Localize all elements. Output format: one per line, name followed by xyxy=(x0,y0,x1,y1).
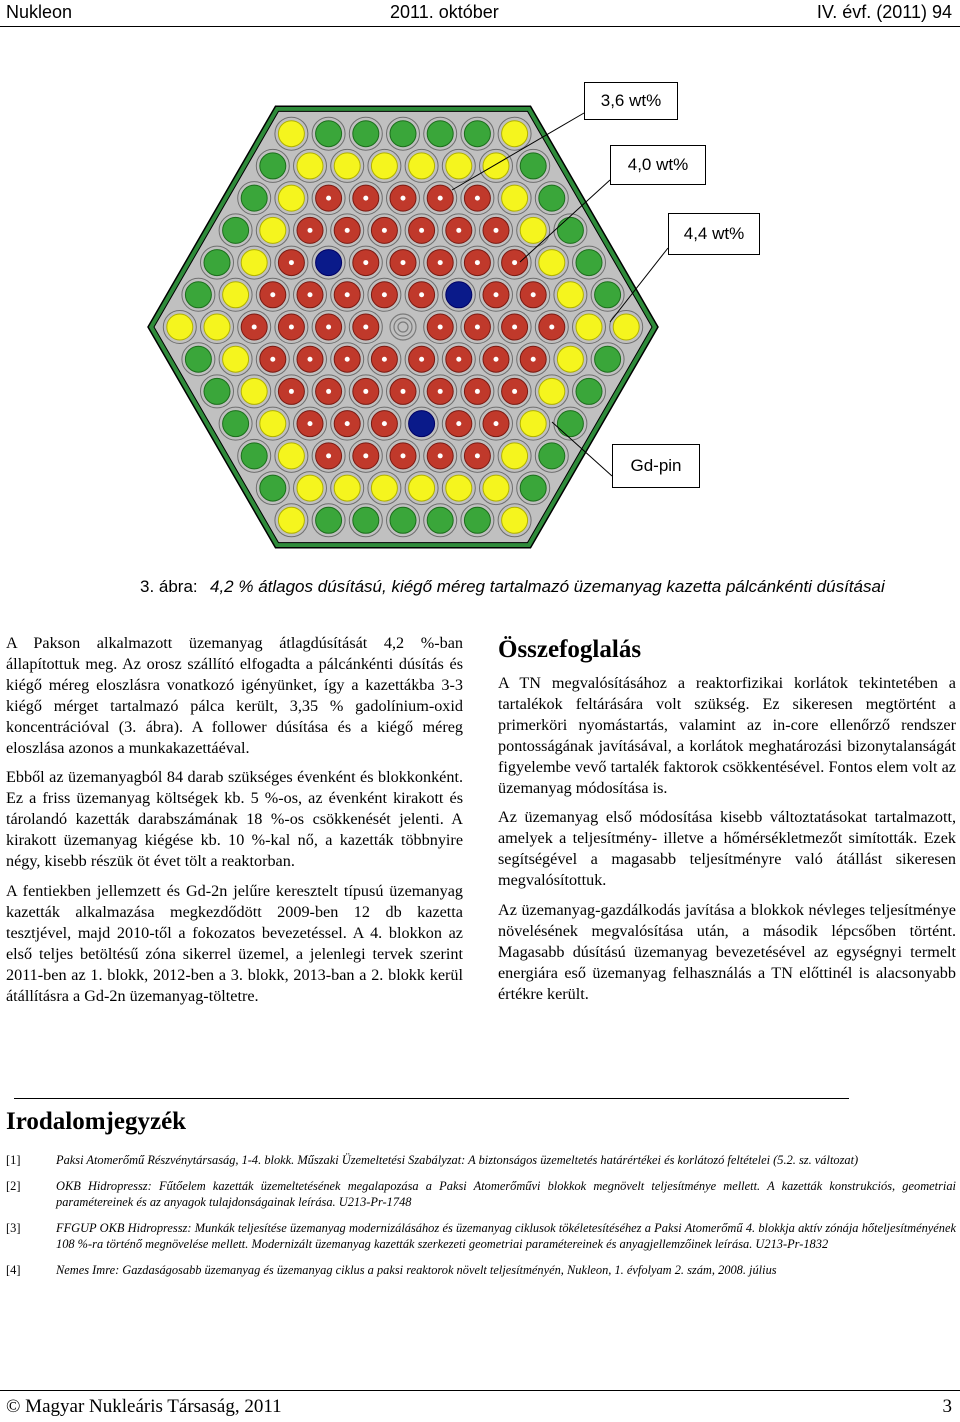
reference-number: [3] xyxy=(6,1221,21,1235)
paragraph: Ebből az üzemanyagból 84 darab szükséges évenként és blokkonként. Ez a friss üzemanyag költségek kb. 5 %-os, az évenként kirakott és tárolandó kazetták darabszámának 18 %-os csökkenését jelenti. A kirakott üzemanyag kiégése kb. 10 %-kal nő, a kazetták többnyire négy, kisebb részük öt évet tölt a reaktorban. xyxy=(6,768,463,871)
paragraph: Az üzemanyag első módosítása kisebb változtatásokat tartalmazott, amelyek a teljesítmény- illetve a hőmérsékletmezőt simították. Ezek segítségével a magasabb teljesítményre való átállást sikeresen megvalósítottuk. xyxy=(498,808,956,890)
caption-text: 4,2 % átlagos dúsítású, kiégő méreg tartalmazó üzemanyag kazetta pálcánkénti dúsításai xyxy=(210,577,885,596)
pin-low-enrichment xyxy=(480,149,513,182)
pin-low-enrichment xyxy=(498,182,531,215)
pin-low-enrichment xyxy=(163,311,196,344)
pin-low-enrichment xyxy=(368,472,401,505)
pin-low-enrichment xyxy=(498,439,531,472)
pin-low-enrichment xyxy=(294,149,327,182)
issue-date: 2011. október xyxy=(390,2,499,22)
pin-high-enrichment xyxy=(368,278,401,311)
pin-high-enrichment xyxy=(368,407,401,440)
pin-high-enrichment xyxy=(312,311,345,344)
pin-high-enrichment xyxy=(275,375,308,408)
paragraph: Az üzemanyag-gazdálkodás javítása a blokkok névleges teljesítménye növelésének megvalósítása után, a második lépcsőben történt. Magasabb dúsítású üzemanyag bevezetésével az egységnyi termelt energiára eső üzemanyag felhasználás a TN előttinél is alacsonyabb értékre került. xyxy=(498,901,956,1003)
pin-high-enrichment xyxy=(461,375,494,408)
pin-edge-enrichment xyxy=(349,504,382,537)
pin-high-enrichment xyxy=(294,214,327,247)
reference-item xyxy=(6,1152,956,1168)
reference-list xyxy=(6,1152,956,1288)
callout-4-4-wt: 4,4 wt% xyxy=(668,213,760,255)
pin-high-enrichment xyxy=(480,407,513,440)
pin-low-enrichment xyxy=(275,182,308,215)
pin-low-enrichment xyxy=(238,375,271,408)
page-number: 3 xyxy=(942,1396,952,1417)
pin-high-enrichment xyxy=(312,439,345,472)
pin-high-enrichment xyxy=(331,343,364,376)
pin-high-enrichment xyxy=(275,311,308,344)
pin-high-enrichment xyxy=(405,278,438,311)
footer-divider xyxy=(0,1390,960,1391)
pin-high-enrichment xyxy=(294,407,327,440)
pin-edge-enrichment xyxy=(238,182,271,215)
pin-high-enrichment xyxy=(349,311,382,344)
pin-edge-enrichment xyxy=(554,214,587,247)
pin-high-enrichment xyxy=(535,311,568,344)
pin-high-enrichment xyxy=(517,278,550,311)
pin-edge-enrichment xyxy=(256,472,289,505)
pin-low-enrichment xyxy=(535,375,568,408)
pin-edge-enrichment xyxy=(182,278,215,311)
reference-number: [2] xyxy=(6,1179,21,1193)
pin-high-enrichment xyxy=(238,311,271,344)
gd-pin xyxy=(405,407,438,440)
pin-high-enrichment xyxy=(424,311,457,344)
pin-low-enrichment xyxy=(554,278,587,311)
paragraph: A TN megvalósításához a reaktorfizikai korlátok tekintetében a tartalékok feltárására volt szükség. Ez sikeresen megtörtént a primerköri nyomástartás, valamint az in-core ellenőrző rendszer pontosságának javításával, a korlátok meghatározási bizonytalanságát figyelembe vevő tartalék faktorok csökkentésével. Fontos elem volt az üzemanyag módosítása is. xyxy=(498,674,956,797)
pin-low-enrichment xyxy=(573,311,606,344)
pin-edge-enrichment xyxy=(535,439,568,472)
pin-low-enrichment xyxy=(219,343,252,376)
pin-high-enrichment xyxy=(349,182,382,215)
pin-edge-enrichment xyxy=(256,149,289,182)
pin-edge-enrichment xyxy=(387,504,420,537)
pin-high-enrichment xyxy=(424,375,457,408)
pin-edge-enrichment xyxy=(238,439,271,472)
pin-high-enrichment xyxy=(461,182,494,215)
reference-text: Nemes Imre: Gazdaságosabb üzemanyag és üzemanyag ciklus a paksi reaktorok növelt teljesítményén, Nukleon, 1. évfolyam 2. szám, 2008. július xyxy=(56,1263,777,1277)
pin-low-enrichment xyxy=(275,504,308,537)
pin-edge-enrichment xyxy=(554,407,587,440)
pin-edge-enrichment xyxy=(517,149,550,182)
pin-high-enrichment xyxy=(405,343,438,376)
reference-text: Paksi Atomerőmű Részvénytársaság, 1-4. blokk. Műszaki Üzemeltetési Szabályzat: A biztonságos üzemeltetés határértékei és korlátozó feltételei (5.2. sz. változat) xyxy=(56,1153,859,1167)
pin-low-enrichment xyxy=(554,343,587,376)
pin-edge-enrichment xyxy=(517,472,550,505)
pin-edge-enrichment xyxy=(461,117,494,150)
reference-text: FFGUP OKB Hidropressz: Munkák teljesítése üzemanyag modernizálásához és üzemanyag ciklusok tökéletesítéséhez a Paksi Atomerőmű 4. blokkja aktív zónája hőteljesítményének 108 %-ra történő megnövelése mellett. Modernizált üzemanyag kazetták szerkezeti geometriai paramétereinek és anyagjellemzőinek leírása. U213-Pr-1832 xyxy=(56,1221,956,1251)
pin-low-enrichment xyxy=(294,472,327,505)
pin-edge-enrichment xyxy=(461,504,494,537)
pin-edge-enrichment xyxy=(182,343,215,376)
pin-high-enrichment xyxy=(442,214,475,247)
pin-edge-enrichment xyxy=(424,117,457,150)
pin-low-enrichment xyxy=(219,278,252,311)
pin-high-enrichment xyxy=(312,182,345,215)
pin-low-enrichment xyxy=(405,472,438,505)
fuel-assembly-diagram xyxy=(0,30,960,590)
pin-edge-enrichment xyxy=(591,278,624,311)
pin-high-enrichment xyxy=(256,278,289,311)
gd-pin xyxy=(442,278,475,311)
reference-item xyxy=(6,1178,956,1210)
pin-high-enrichment xyxy=(498,311,531,344)
pin-high-enrichment xyxy=(331,278,364,311)
pin-high-enrichment xyxy=(480,343,513,376)
pin-high-enrichment xyxy=(498,246,531,279)
summary-heading: Összefoglalás xyxy=(498,636,642,663)
references-heading: Irodalomjegyzék xyxy=(6,1108,187,1135)
pin-high-enrichment xyxy=(349,246,382,279)
pin-low-enrichment xyxy=(442,472,475,505)
pin-low-enrichment xyxy=(517,214,550,247)
pin-high-enrichment xyxy=(294,343,327,376)
pin-edge-enrichment xyxy=(573,375,606,408)
pin-low-enrichment xyxy=(201,311,234,344)
pin-edge-enrichment xyxy=(201,375,234,408)
pin-high-enrichment xyxy=(424,182,457,215)
pin-low-enrichment xyxy=(256,407,289,440)
reference-item xyxy=(6,1262,956,1278)
pin-edge-enrichment xyxy=(424,504,457,537)
pin-edge-enrichment xyxy=(219,407,252,440)
copyright-notice: © Magyar Nukleáris Társaság, 2011 xyxy=(6,1396,282,1417)
pin-low-enrichment xyxy=(498,504,531,537)
reference-item xyxy=(6,1220,956,1252)
pin-edge-enrichment xyxy=(349,117,382,150)
callout-3-6-wt: 3,6 wt% xyxy=(584,82,678,120)
journal-name: Nukleon xyxy=(6,2,73,22)
fuel-assembly-figure xyxy=(0,30,960,590)
pin-high-enrichment xyxy=(368,343,401,376)
paragraph: A fentiekben jellemzett és Gd-2n jelűre keresztelt típusú üzemanyag kazetták alkalmazása megkezdődött 2009-ben 12 db kazetta tesztjével, majd 2010-től a fokozatos bevezetéssel. A 4. blokkon az első teljes betöltésű zóna sikerrel üzemel, a jelenlegi tervek szerint 2011-ben az 1. blokk, 2012-ben a 3. blokk, 2013-ban a 2. blokk kerül átállításra a Gd-2n üzemanyag-töltetre. xyxy=(6,881,463,1005)
pin-high-enrichment xyxy=(387,182,420,215)
gd-pin xyxy=(312,246,345,279)
references-divider xyxy=(14,1098,849,1099)
pin-edge-enrichment xyxy=(312,504,345,537)
volume-info: IV. évf. (2011) 94 xyxy=(816,2,952,22)
pin-high-enrichment xyxy=(256,343,289,376)
pin-low-enrichment xyxy=(442,149,475,182)
caption-label: 3. ábra: xyxy=(140,577,198,596)
pin-low-enrichment xyxy=(517,407,550,440)
pin-high-enrichment xyxy=(461,439,494,472)
pin-edge-enrichment xyxy=(219,214,252,247)
pin-low-enrichment xyxy=(331,472,364,505)
pin-high-enrichment xyxy=(498,375,531,408)
right-column xyxy=(498,673,956,1014)
callout-gd-pin: Gd-pin xyxy=(612,444,700,488)
paragraph: A Pakson alkalmazott üzemanyag átlagdúsítását 4,2 %-ban állapítottuk meg. Az orosz szállító elfogadta a pálcánkénti dúsítás és kiégő méreg eloszlásra vonatkozó igényünket, így a kazettákba 3-3 kiégő mérget tartalmazó pálca került, 3,35 % gadolínium-oxid koncentrációval (3. ábra). A follower dúsítása és a kiégő méreg eloszlása azonos a munkakazettáéval. xyxy=(6,634,463,757)
pin-high-enrichment xyxy=(312,375,345,408)
pin-high-enrichment xyxy=(331,407,364,440)
pin-high-enrichment xyxy=(368,214,401,247)
pin-high-enrichment xyxy=(424,439,457,472)
pin-high-enrichment xyxy=(480,214,513,247)
pin-high-enrichment xyxy=(405,214,438,247)
pin-low-enrichment xyxy=(368,149,401,182)
reference-number: [1] xyxy=(6,1153,21,1167)
pin-high-enrichment xyxy=(387,246,420,279)
pin-high-enrichment xyxy=(517,343,550,376)
pin-high-enrichment xyxy=(331,214,364,247)
reference-text: OKB Hidropressz: Fűtőelem kazetták üzemeltetésének megalapozása a Paksi Atomerőművi blokkok megnövelt teljesítménye mellett. A kazetták konstrukciós, geometriai paramétereinek és az anyagok tulajdonságainak leírása. U213-Pr-1748 xyxy=(56,1179,956,1209)
pin-high-enrichment xyxy=(294,278,327,311)
pin-edge-enrichment xyxy=(312,117,345,150)
figure-caption xyxy=(140,577,885,597)
pin-edge-enrichment xyxy=(387,117,420,150)
pin-high-enrichment xyxy=(275,246,308,279)
pin-high-enrichment xyxy=(349,439,382,472)
pin-low-enrichment xyxy=(480,472,513,505)
pin-edge-enrichment xyxy=(535,182,568,215)
pin-high-enrichment xyxy=(424,246,457,279)
pin-low-enrichment xyxy=(535,246,568,279)
pin-high-enrichment xyxy=(442,343,475,376)
pin-high-enrichment xyxy=(387,439,420,472)
pin-high-enrichment xyxy=(480,278,513,311)
pin-low-enrichment xyxy=(498,117,531,150)
reference-number: [4] xyxy=(6,1263,21,1277)
pin-edge-enrichment xyxy=(573,246,606,279)
left-column xyxy=(6,633,463,1015)
pin-low-enrichment xyxy=(256,214,289,247)
pin-edge-enrichment xyxy=(201,246,234,279)
pin-low-enrichment xyxy=(405,149,438,182)
pin-high-enrichment xyxy=(461,311,494,344)
pin-high-enrichment xyxy=(349,375,382,408)
pin-high-enrichment xyxy=(461,246,494,279)
pin-high-enrichment xyxy=(387,375,420,408)
pin-high-enrichment xyxy=(442,407,475,440)
pin-low-enrichment xyxy=(331,149,364,182)
pin-low-enrichment xyxy=(275,117,308,150)
callout-4-0-wt: 4,0 wt% xyxy=(610,145,706,185)
pin-low-enrichment xyxy=(238,246,271,279)
pin-edge-enrichment xyxy=(591,343,624,376)
page-header xyxy=(0,0,960,27)
pin-low-enrichment xyxy=(275,439,308,472)
